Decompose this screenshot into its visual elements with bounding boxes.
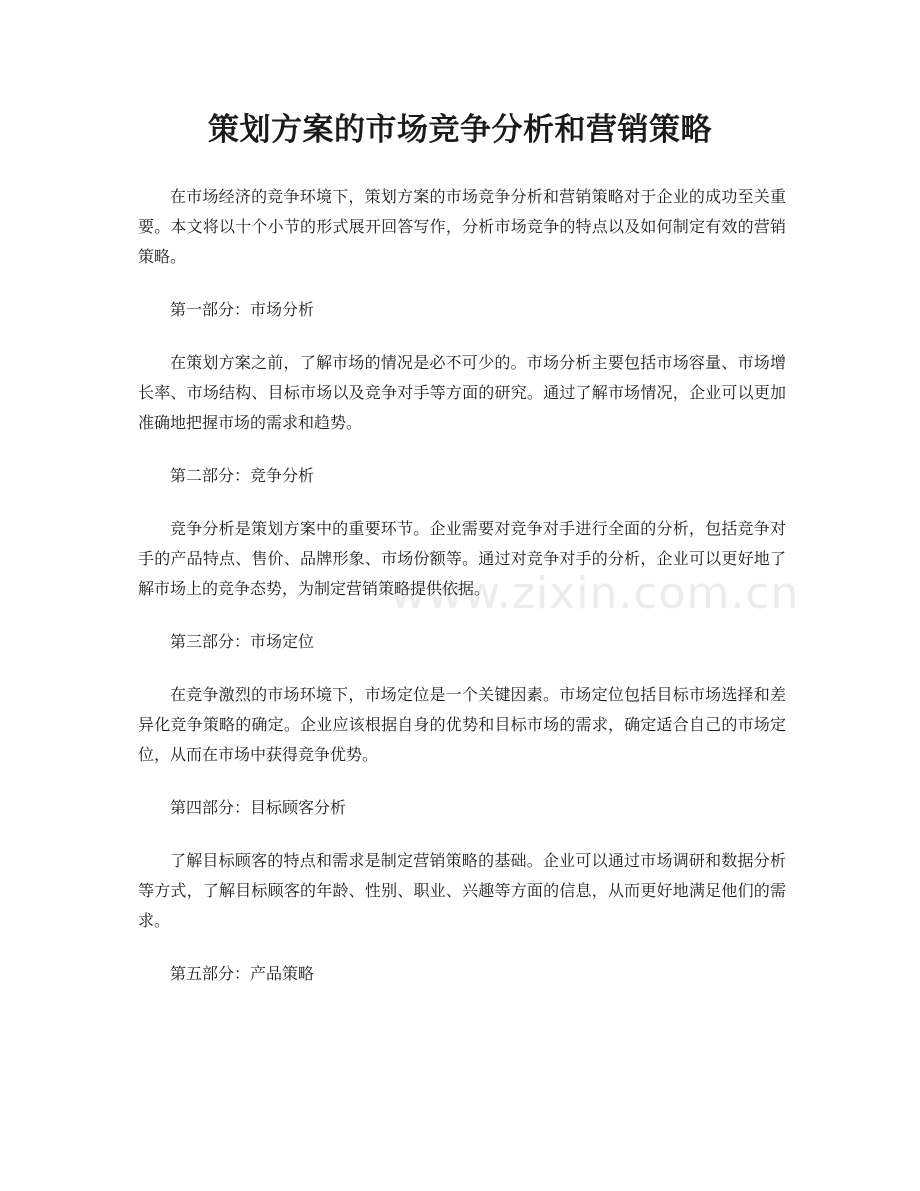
document-body — [138, 182, 786, 1012]
section-paragraph-2: 竞争分析是策划方案中的重要环节。企业需要对竞争对手进行全面的分析，包括竞争对手的产品特点、售价、品牌形象、市场份额等。通过对竞争对手的分析，企业可以更好地了解市场上的竞争态势，为制定营销策略提供依据。 — [138, 519, 786, 598]
section-heading-3: 第三部分：市场定位 — [170, 632, 315, 651]
section-heading-4: 第四部分：目标顾客分析 — [170, 798, 347, 817]
intro-paragraph: 在市场经济的竞争环境下，策划方案的市场竞争分析和营销策略对于企业的成功至关重要。本文将以十个小节的形式展开回答写作，分析市场竞争的特点以及如何制定有效的营销策略。 — [138, 187, 786, 266]
section-heading-2: 第二部分：竞争分析 — [170, 466, 315, 485]
section-paragraph-4: 了解目标顾客的特点和需求是制定营销策略的基础。企业可以通过市场调研和数据分析等方式，了解目标顾客的年龄、性别、职业、兴趣等方面的信息，从而更好地满足他们的需求。 — [138, 851, 786, 930]
document-title: 策划方案的市场竞争分析和营销策略 — [208, 112, 712, 148]
section-paragraph-3: 在竞争激烈的市场环境下，市场定位是一个关键因素。市场定位包括目标市场选择和差异化竞争策略的确定。企业应该根据自身的优势和目标市场的需求，确定适合自己的市场定位，从而在市场中获得竞争优势。 — [138, 685, 786, 764]
watermark: www.zixin.com.cn — [390, 568, 800, 619]
section-heading-5: 第五部分：产品策略 — [170, 964, 315, 983]
section-heading-1: 第一部分：市场分析 — [170, 300, 315, 319]
section-paragraph-1: 在策划方案之前，了解市场的情况是必不可少的。市场分析主要包括市场容量、市场增长率、市场结构、目标市场以及竞争对手等方面的研究。通过了解市场情况，企业可以更加准确地把握市场的需求和趋势。 — [138, 353, 786, 432]
